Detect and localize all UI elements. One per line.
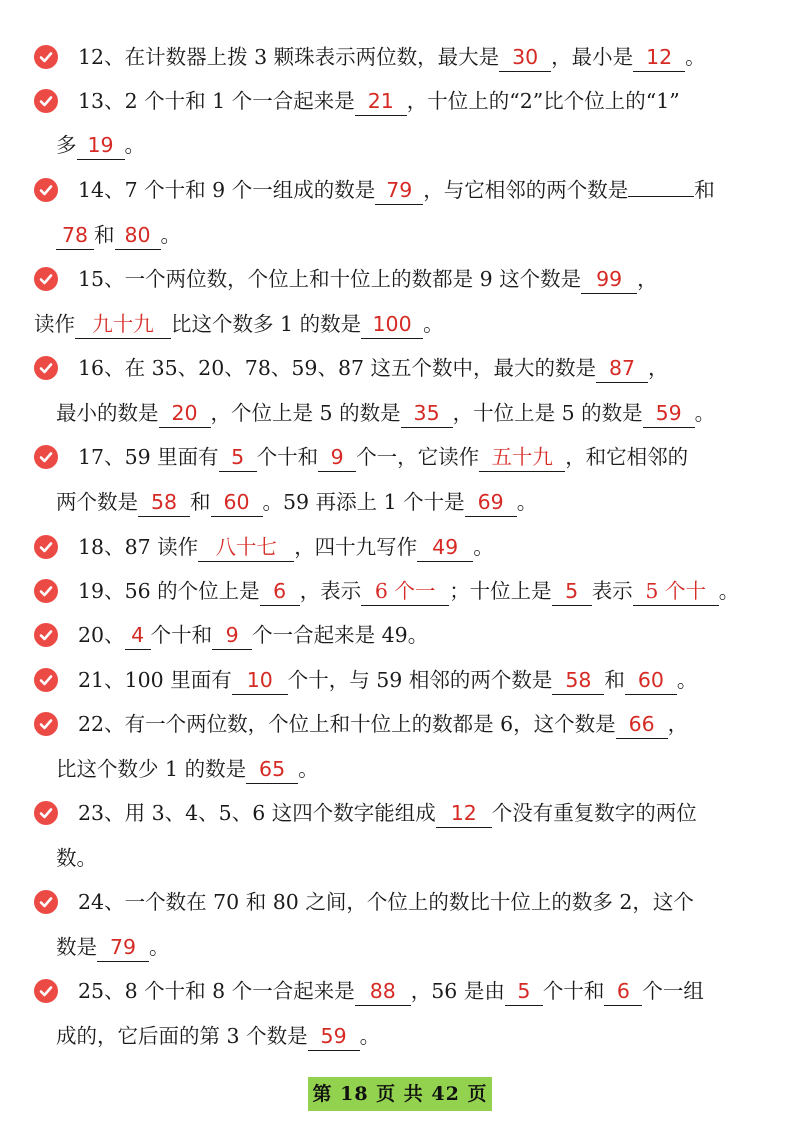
question-15 [0, 260, 800, 298]
question-text: 14、7 个十和 9 个一组成的数是 79 ，与它相邻的两个数是 和 [78, 171, 715, 209]
answer-blank: 五十九 [479, 443, 565, 472]
answer-blank: 6 个一 [361, 577, 449, 606]
answer-blank: 21 [355, 87, 407, 116]
answer-blank: 69 [465, 488, 517, 517]
question-text: 23、用 3、4、5、6 这四个数字能组成 12 个没有重复数字的两位 [78, 794, 697, 832]
question-25-cont [0, 1017, 800, 1055]
answer-blank: 66 [616, 710, 668, 739]
question-24 [0, 883, 800, 921]
question-text: 13、2 个十和 1 个一合起来是 21 ，十位上的“2”比个位上的“1” [78, 82, 680, 120]
check-circle-icon [34, 445, 58, 469]
check-circle-icon [34, 535, 58, 559]
question-text: 最小的数是 20 ，个位上是 5 的数是 35 ，十位上是 5 的数是 59 。 [56, 394, 715, 432]
question-23 [0, 794, 800, 832]
question-17-cont [0, 483, 800, 521]
check-circle-icon [34, 89, 58, 113]
check-circle-icon [34, 890, 58, 914]
question-text: 读作 九十九 比这个数多 1 的数是 100 。 [34, 305, 444, 343]
question-text: 数是 79 。 [56, 928, 170, 966]
question-text: 数。 [56, 846, 97, 870]
question-text: 20、 4 个十和 9 个一合起来是 49。 [78, 616, 428, 654]
check-circle-icon [34, 267, 58, 291]
answer-blank: 79 [97, 933, 149, 962]
answer-blank: 九十九 [75, 310, 171, 339]
page-number-footer: 第 18 页 共 42 页 [308, 1077, 492, 1111]
question-24-cont [0, 928, 800, 966]
check-circle-icon [34, 801, 58, 825]
answer-blank: 5 [552, 577, 592, 606]
question-text: 两个数是 58 和 60 。59 再添上 1 个十是 69 。 [56, 483, 537, 521]
answer-blank: 78 [56, 221, 94, 250]
answer-blank: 9 [212, 621, 252, 650]
answer-blank: 58 [138, 488, 190, 517]
question-text: 17、59 里面有 5 个十和 9 个一，它读作 五十九 ，和它相邻的 [78, 438, 688, 476]
answer-blank: 80 [115, 221, 161, 250]
question-16 [0, 349, 800, 387]
question-text: 25、8 个十和 8 个一合起来是 88 ，56 是由 5 个十和 6 个一组 [78, 972, 704, 1010]
question-15-cont [0, 305, 800, 343]
answer-blank: 58 [552, 666, 604, 695]
question-13-cont [0, 126, 800, 164]
answer-blank: 10 [232, 666, 288, 695]
question-13 [0, 82, 800, 120]
answer-blank: 12 [436, 799, 492, 828]
question-18 [0, 528, 800, 566]
answer-blank: 87 [596, 354, 648, 383]
answer-blank: 35 [401, 399, 453, 428]
answer-blank-empty [628, 196, 694, 197]
question-text: 19、56 的个位上是 6 ，表示 6 个一 ；十位上是 5 表示 5 个十 。 [78, 572, 739, 610]
answer-blank: 88 [355, 977, 411, 1006]
answer-blank: 6 [260, 577, 300, 606]
question-19 [0, 572, 800, 610]
answer-blank: 79 [375, 176, 423, 205]
answer-blank: 65 [246, 755, 298, 784]
answer-blank: 60 [211, 488, 263, 517]
check-circle-icon [34, 45, 58, 69]
question-text: 16、在 35、20、78、59、87 这五个数中，最大的数是 87 ， [78, 349, 669, 387]
question-text: 成的，它后面的第 3 个数是 59 。 [56, 1017, 380, 1055]
question-text: 18、87 读作 八十七 ，四十九写作 49 。 [78, 528, 494, 566]
question-text: 78 和 80 。 [56, 216, 181, 254]
check-circle-icon [34, 623, 58, 647]
answer-blank: 八十七 [198, 533, 294, 562]
answer-blank: 6 [604, 977, 642, 1006]
answer-blank: 12 [633, 43, 685, 72]
question-text: 比这个数少 1 的数是 65 。 [56, 750, 319, 788]
answer-blank: 59 [643, 399, 695, 428]
answer-blank: 5 [219, 443, 257, 472]
check-circle-icon [34, 178, 58, 202]
check-circle-icon [34, 579, 58, 603]
check-circle-icon [34, 712, 58, 736]
answer-blank: 30 [499, 43, 551, 72]
question-17 [0, 438, 800, 476]
question-14-cont [0, 216, 800, 254]
check-circle-icon [34, 356, 58, 380]
question-22-cont [0, 750, 800, 788]
answer-blank: 19 [77, 131, 125, 160]
question-16-cont [0, 394, 800, 432]
question-text: 12、在计数器上拨 3 颗珠表示两位数，最大是 30 ，最小是 12 。 [78, 38, 706, 76]
answer-blank: 5 个十 [633, 577, 719, 606]
answer-blank: 4 [125, 621, 151, 650]
answer-blank: 99 [581, 265, 637, 294]
question-text: 15、一个两位数，个位上和十位上的数都是 9 这个数是 99 ， [78, 260, 658, 298]
question-12 [0, 38, 800, 76]
answer-blank: 100 [361, 310, 423, 339]
answer-blank: 60 [625, 666, 677, 695]
answer-blank: 5 [505, 977, 543, 1006]
answer-blank: 20 [159, 399, 211, 428]
check-circle-icon [34, 668, 58, 692]
question-23-cont [0, 839, 800, 877]
check-circle-icon [34, 979, 58, 1003]
question-text: 多 19 。 [56, 126, 145, 164]
question-21 [0, 661, 800, 699]
question-text: 24、一个数在 70 和 80 之间，个位上的数比十位上的数多 2，这个 [78, 890, 694, 914]
question-25 [0, 972, 800, 1010]
question-text: 22、有一个两位数，个位上和十位上的数都是 6，这个数是 66 ， [78, 705, 688, 743]
answer-blank: 49 [417, 533, 473, 562]
question-text: 21、100 里面有 10 个十，与 59 相邻的两个数是 58 和 60 。 [78, 661, 697, 699]
answer-blank: 9 [318, 443, 356, 472]
question-14 [0, 171, 800, 209]
question-20 [0, 616, 800, 654]
answer-blank: 59 [308, 1022, 360, 1051]
question-22 [0, 705, 800, 743]
